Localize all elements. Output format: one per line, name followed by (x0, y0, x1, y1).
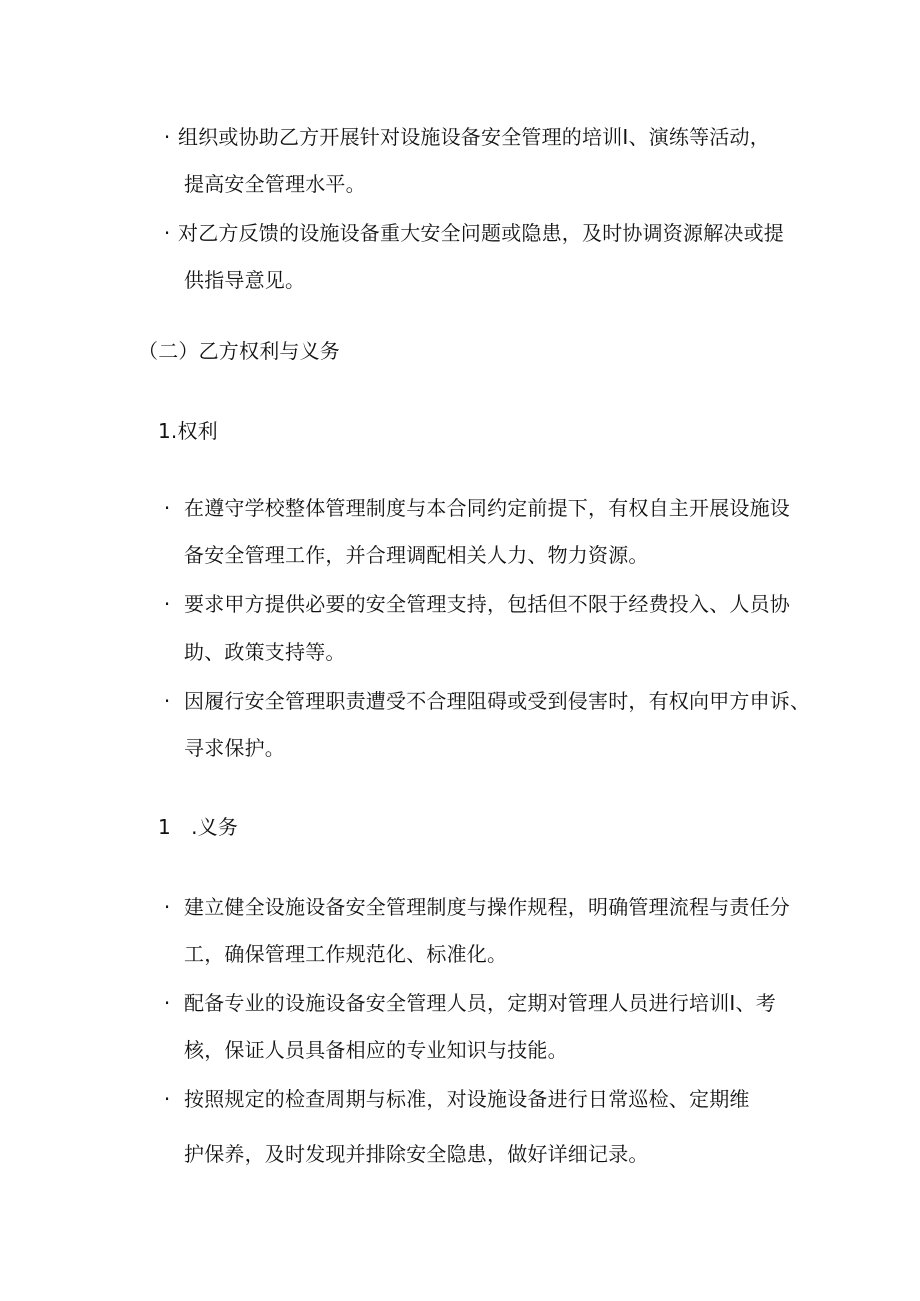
bullet-marker: · (163, 221, 171, 245)
bullet-marker: · (163, 689, 171, 713)
list-item-line: 工，确保管理工作规范化、标准化。 (184, 942, 508, 966)
list-item-line: 要求甲方提供必要的安全管理支持，包括但不限于经费投入、人员协 (184, 592, 790, 616)
list-item-line: 对乙方反馈的设施设备重大安全问题或隐患，及时协调资源解决或提 (178, 221, 784, 245)
list-item-line: 组织或协助乙方开展针对设施设备安全管理的培训I、演练等活动， (178, 125, 770, 149)
list-item-line: 因履行安全管理职责遭受不合理阻碍或受到侵害时，有权向甲方申诉、 (184, 689, 811, 713)
subsection-heading-duties: 1 .义务 (158, 815, 239, 839)
subsection-heading-rights: 1.权利 (158, 419, 218, 443)
bullet-marker: · (163, 895, 171, 919)
list-item-line: 寻求保护。 (184, 736, 285, 760)
bullet-marker: · (163, 592, 171, 616)
list-item-line: 助、政策支持等。 (184, 640, 346, 664)
list-item-line: 备安全管理工作，并合理调配相关人力、物力资源。 (184, 543, 649, 567)
list-item-line: 按照规定的检查周期与标准，对设施设备进行日常巡检、定期维 (184, 1087, 750, 1111)
section-heading: （二）乙方权利与义务 (138, 339, 340, 363)
list-item-line: 建立健全设施设备安全管理制度与操作规程，明确管理流程与责任分 (184, 895, 790, 919)
bullet-marker: · (163, 1087, 171, 1111)
bullet-marker: · (163, 991, 171, 1015)
list-item-line: 核，保证人员具备相应的专业知识与技能。 (184, 1038, 568, 1062)
list-item-line: 供指导意见。 (184, 268, 306, 292)
list-item-line: 护保养，及时发现并排除安全隐患，做好详细记录。 (184, 1142, 649, 1166)
list-item-line: 提高安全管理水平。 (184, 172, 366, 196)
bullet-marker: · (163, 496, 171, 520)
list-item-line: 配备专业的设施设备安全管理人员，定期对管理人员进行培训I、考 (184, 991, 776, 1015)
list-item-line: 在遵守学校整体管理制度与本合同约定前提下，有权自主开展设施设 (184, 496, 790, 520)
bullet-marker: · (163, 125, 171, 149)
